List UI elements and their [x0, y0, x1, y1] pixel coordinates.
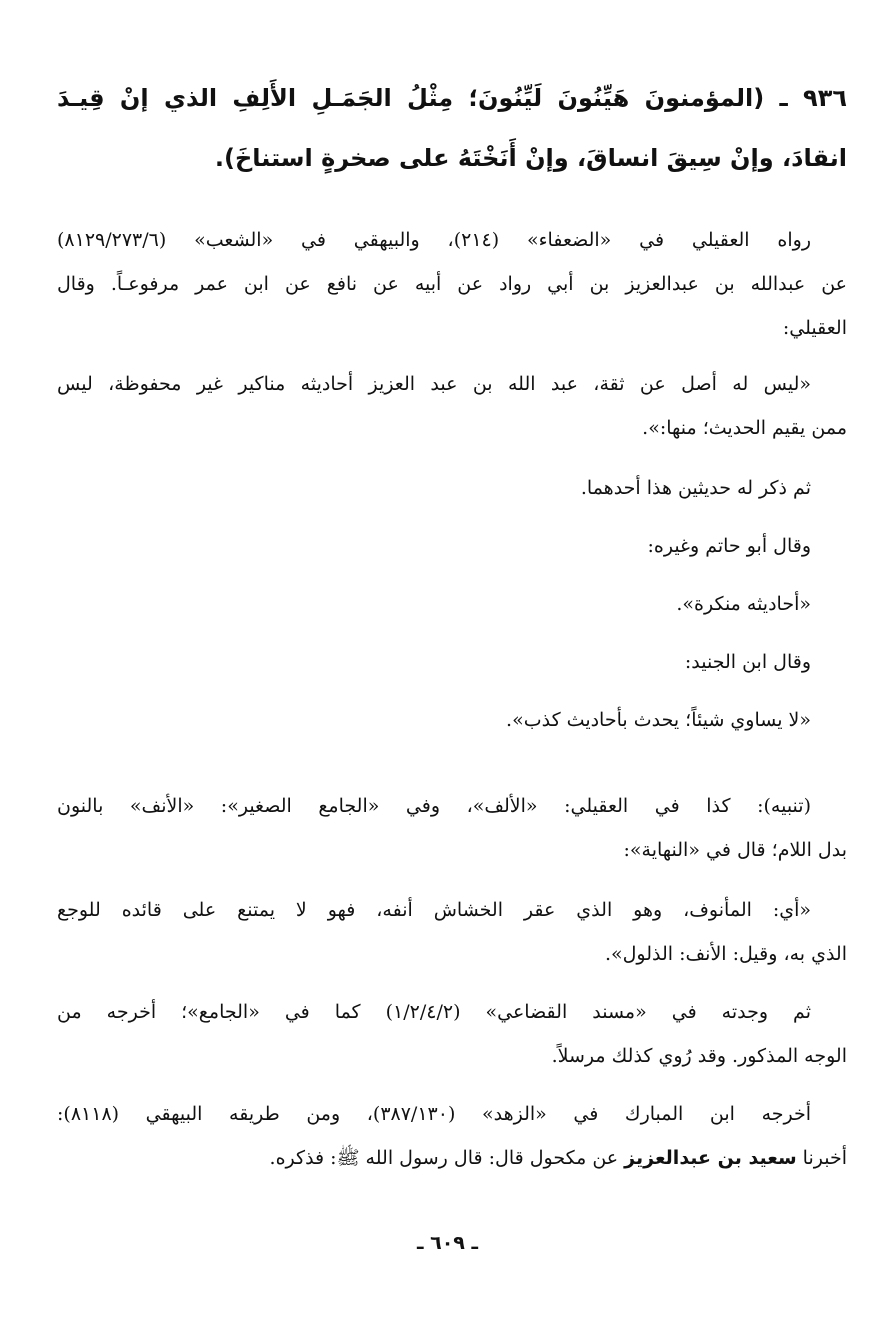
source-line-2: عن عبدالله بن عبدالعزيز بن أبي رواد عن أبيه عن نافع عن ابن عمر مرفوعـاً. وقال [57, 273, 847, 295]
note-line-2: بدل اللام؛ قال في «النهاية»: [623, 839, 847, 861]
qudai-line-2: الوجه المذكور. وقد رُوي كذلك مرسلاً. [551, 1045, 847, 1067]
nihaya-quote-line-2: الذي به، وقيل: الأنف: الذلول». [604, 943, 847, 965]
ibn-junaid-quote-line: «لا يساوي شيئاً؛ يحدث بأحاديث كذب». [506, 709, 811, 731]
abu-hatim-line: وقال أبو حاتم وغيره: [647, 535, 811, 557]
source-line-1: رواه العقيلي في «الضعفاء» (٢١٤)، والبيهقي في «الشعب» (٨١٢٩/٢٧٣/٦) [57, 229, 811, 251]
note-line-1: (تنبيه): كذا في العقيلي: «الألف»، وفي «الجامع الصغير»: «الأنف» بالنون [57, 795, 811, 817]
abu-hatim-quote-line: «أحاديثه منكرة». [676, 593, 811, 615]
qudai-line-1: ثم وجدته في «مسند القضاعي» (١/٢/٤/٢) كما في «الجامع»؛ أخرجه من [57, 1001, 811, 1023]
ibn-junaid-paragraph [57, 640, 847, 684]
ibn-mubarak-paragraph [57, 1092, 847, 1180]
narrator-name: سعيد بن عبدالعزيز [624, 1147, 797, 1169]
heading-line-2: انقادَ، وإنْ سِيقَ انساقَ، وإنْ أَنَخْتَهُ على صخرةٍ استناخَ). [214, 144, 847, 172]
abu-hatim-quote [57, 582, 847, 626]
aqili-quote [57, 362, 847, 450]
abu-hatim-paragraph [57, 524, 847, 568]
nihaya-quote-line-1: «أي: المأنوف، وهو الذي عقر الخشاش أنفه، فهو لا يمتنع على قائده للوجع [57, 899, 811, 921]
ibn-junaid-quote [57, 698, 847, 742]
note-paragraph [57, 784, 847, 872]
qudai-paragraph [57, 990, 847, 1078]
ibn-mubarak-line-2 [57, 1136, 847, 1180]
ibn-mubarak-line-2-post: عن مكحول قال: قال رسول الله ﷺ: فذكره. [269, 1147, 625, 1169]
ibn-junaid-line: وقال ابن الجنيد: [684, 651, 811, 673]
aqili-quote-line-2: ممن يقيم الحديث؛ منها:». [642, 417, 847, 439]
nihaya-quote [57, 888, 847, 976]
ibn-mubarak-line-1: أخرجه ابن المبارك في «الزهد» (٣٨٧/١٣٠)، ومن طريقه البيهقي (٨١١٨): [57, 1103, 812, 1125]
two-hadith-paragraph [57, 466, 847, 510]
hadith-heading [57, 68, 847, 188]
source-paragraph [57, 218, 847, 350]
source-line-3: العقيلي: [782, 317, 847, 339]
ibn-mubarak-line-2-pre: أخبرنا [796, 1147, 847, 1169]
page-number: ـ ٦٠٩ ـ [416, 1232, 478, 1254]
two-hadith-line: ثم ذكر له حديثين هذا أحدهما. [580, 477, 811, 499]
aqili-quote-line-1: «ليس له أصل عن ثقة، عبد الله بن عبد العزيز أحاديثه مناكير غير محفوظة، ليس [57, 373, 811, 395]
heading-line-1: ٩٣٦ ـ (المؤمنونَ هَيِّنُونَ لَيِّنُونَ؛ مِثْلُ الجَمَـلِ الأَلِفِ الذي إنْ قِيـدَ [57, 84, 847, 112]
